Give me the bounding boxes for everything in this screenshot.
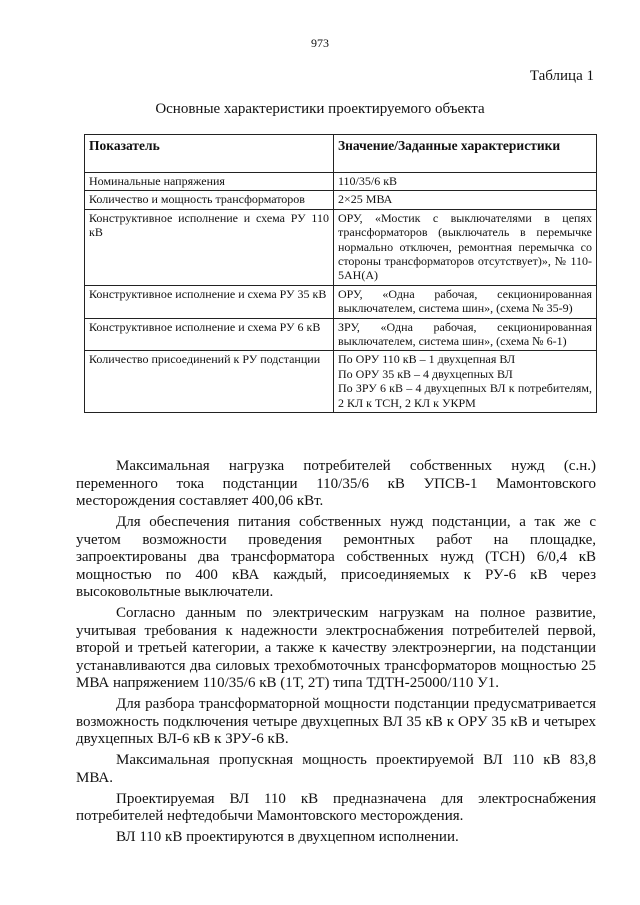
paragraph: Согласно данным по электрическим нагрузкам на полное развитие, учитывая требования к надежности электроснабжения потребителей первой, второй и третьей категории, а также к качеству электроэнергии, на подстанции устанавливаются два силовых трехобмоточных трансформаторов мощностью 25 МВА напряжением 110/35/6 кВ (1Т, 2Т) типа ТДТН-25000/110 У1.: [76, 605, 596, 691]
table-row: [85, 209, 597, 285]
header-indicator: Показатель: [85, 135, 334, 173]
table-row: [85, 351, 597, 413]
paragraph: Максимальная пропускная мощность проектируемой ВЛ 110 кВ 83,8 МВА.: [76, 752, 596, 786]
paragraph: Для разбора трансформаторной мощности подстанции предусматривается возможность подключения четыре двухцепных ВЛ 35 кВ к ОРУ 35 кВ и четырех двухцепных ВЛ-6 кВ к ЗРУ-6 кВ.: [76, 696, 596, 747]
row-value: ЗРУ, «Одна рабочая, секционированная выключателем, система шин», (схема № 6-1): [334, 318, 597, 351]
paragraph: Проектируемая ВЛ 110 кВ предназначена для электроснабжения потребителей нефтедобычи Мамонтовского месторождения.: [76, 790, 596, 824]
table-row: [85, 191, 597, 209]
characteristics-table: [84, 134, 597, 413]
row-value: 110/35/6 кВ: [334, 173, 597, 191]
row-indicator: Номинальные напряжения: [85, 173, 334, 191]
table-row: [85, 173, 597, 191]
row-indicator: Количество присоединений к РУ подстанции: [85, 351, 334, 413]
table-title: Основные характеристики проектируемого объекта: [155, 101, 485, 117]
paragraph: ВЛ 110 кВ проектируются в двухцепном исполнении.: [116, 829, 459, 845]
body-text: [76, 458, 596, 850]
table-header-row: [85, 135, 597, 173]
row-indicator: Конструктивное исполнение и схема РУ 6 кВ: [85, 318, 334, 351]
row-value: По ОРУ 110 кВ – 1 двухцепная ВЛ По ОРУ 35 кВ – 4 двухцепных ВЛ По ЗРУ 6 кВ – 4 двухцепных ВЛ к потребителям, 2 КЛ к ТСН, 2 КЛ к УКРМ: [334, 351, 597, 413]
header-value: Значение/Заданные характеристики: [334, 135, 597, 173]
paragraph: Максимальная нагрузка потребителей собственных нужд (с.н.) переменного тока подстанции 110/35/6 кВ УПСВ-1 Мамонтовского месторождения составляет 400,06 кВт.: [76, 458, 596, 509]
row-indicator: Количество и мощность трансформаторов: [85, 191, 334, 209]
page-number: 973: [311, 36, 329, 50]
row-indicator: Конструктивное исполнение и схема РУ 110 кВ: [85, 209, 334, 285]
table-row: [85, 318, 597, 351]
table-label: Таблица 1: [529, 68, 594, 84]
row-value: 2×25 МВА: [334, 191, 597, 209]
row-indicator: Конструктивное исполнение и схема РУ 35 кВ: [85, 285, 334, 318]
row-value: ОРУ, «Одна рабочая, секционированная выключателем, система шин», (схема № 35-9): [334, 285, 597, 318]
paragraph: Для обеспечения питания собственных нужд подстанции, а так же с учетом возможности проведения ремонтных работ на площадке, запроектированы два трансформатора собственных нужд (ТСН) 6/0,4 кВ мощностью по 400 кВА каждый, присоединяемых к РУ-6 кВ через высоковольтные выключатели.: [76, 514, 596, 600]
table-row: [85, 285, 597, 318]
row-value: ОРУ, «Мостик с выключателями в цепях трансформаторов (выключатель в перемычке нормально отключен, ремонтная перемычка со стороны трансформаторов отсутствует)», № 110-5АН(А): [334, 209, 597, 285]
